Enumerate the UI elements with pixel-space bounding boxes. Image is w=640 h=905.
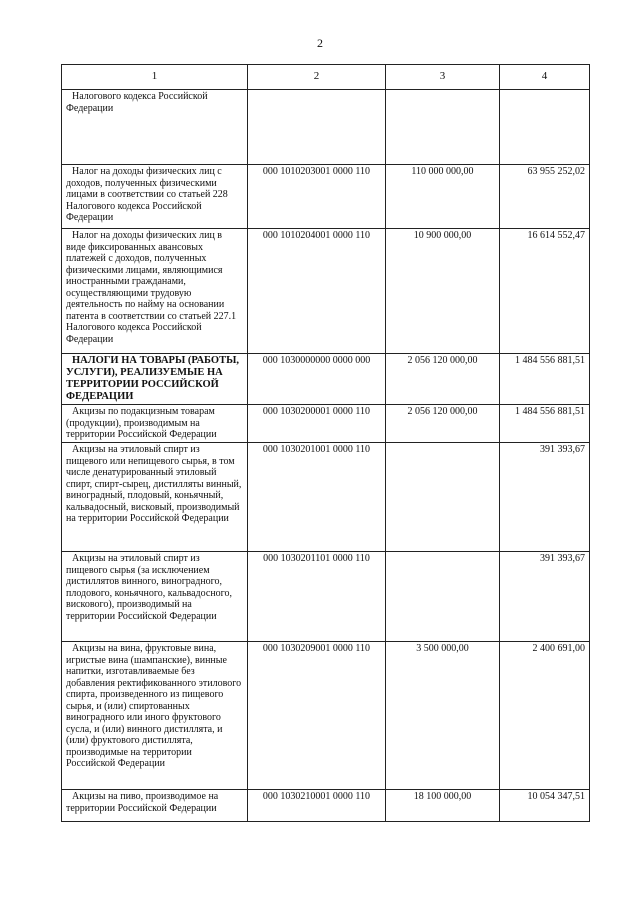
row-name: Налогового кодекса Российской Федерации (66, 91, 208, 114)
row-plan: 10 900 000,00 (386, 229, 500, 354)
table-row (62, 552, 590, 642)
row-name: НАЛОГИ НА ТОВАРЫ (РАБОТЫ, УСЛУГИ), РЕАЛИЗУЕМЫЕ НА ТЕРРИТОРИИ РОССИЙСКОЙ ФЕДЕРАЦИИ (66, 355, 240, 402)
row-plan: 3 500 000,00 (386, 642, 500, 790)
row-name: Налог на доходы физических лиц с доходов, полученных физическими лицами в соответствии со статьей 228 Налогового кодекса Российской Федерации (66, 166, 228, 223)
row-code: 000 1030209001 0000 110 (248, 642, 386, 790)
row-fact: 2 400 691,00 (500, 642, 590, 790)
row-plan: 110 000 000,00 (386, 165, 500, 229)
row-name: Акцизы на этиловый спирт из пищевого или непищевого сырья, в том числе денатурированный этиловый спирт, спирт-сырец, дистилляты винный, виноградный, плодовый, коньячный, кальвадосный, висковый, производимый на территории Российской Федерации (66, 444, 242, 524)
column-header-2: 2 (248, 65, 386, 90)
row-name-cell (62, 229, 248, 354)
row-plan: 2 056 120 000,00 (386, 354, 500, 405)
row-fact: 391 393,67 (500, 443, 590, 552)
table-row (62, 229, 590, 354)
table-row (62, 790, 590, 822)
row-code (248, 90, 386, 165)
row-name: Акцизы на вина, фруктовые вина, игристые вина (шампанские), винные напитки, изготавливаемые без добавления ректификованного этилового спирта, произведенного из пищевого сырья, и (или) спиртованных виноградного или иного фруктового сусла, и (или) винного дистиллята, и (или) фруктового дистиллята, производимые на территории Российской Федерации (66, 643, 242, 769)
row-name-cell (62, 90, 248, 165)
row-code: 000 1030201001 0000 110 (248, 443, 386, 552)
row-plan: 18 100 000,00 (386, 790, 500, 822)
row-fact (500, 90, 590, 165)
table-body (62, 90, 590, 822)
column-header-1: 1 (62, 65, 248, 90)
table-row (62, 642, 590, 790)
column-header-4: 4 (500, 65, 590, 90)
row-code: 000 1030200001 0000 110 (248, 405, 386, 443)
row-name: Налог на доходы физических лиц в виде фиксированных авансовых платежей с доходов, полученных физическими лицами, являющимися иностранными гражданами, осуществляющими трудовую деятельность по найму на основании патента в соответствии со статьей 227.1 Налогового кодекса Российской Федерации (66, 230, 237, 345)
table-header-row (62, 65, 590, 90)
table-row (62, 443, 590, 552)
page-number: 2 (317, 36, 323, 50)
row-code: 000 1030210001 0000 110 (248, 790, 386, 822)
row-plan (386, 552, 500, 642)
row-name-cell (62, 165, 248, 229)
row-name-cell (62, 354, 248, 405)
row-name-cell (62, 790, 248, 822)
table-row (62, 405, 590, 443)
row-name: Акцизы на пиво, производимое на территории Российской Федерации (66, 791, 219, 814)
row-fact: 63 955 252,02 (500, 165, 590, 229)
table-row (62, 90, 590, 165)
row-name-cell (62, 642, 248, 790)
row-plan (386, 443, 500, 552)
revenue-table (61, 64, 590, 822)
row-name: Акцизы по подакцизным товарам (продукции), производимым на территории Российской Федерации (66, 406, 217, 440)
table-row (62, 354, 590, 405)
row-name: Акцизы на этиловый спирт из пищевого сырья (за исключением дистиллятов винного, виноградного, плодового, коньячного, кальвадосного, вискового), производимый на территории Российской Федерации (66, 553, 233, 622)
row-code: 000 1010203001 0000 110 (248, 165, 386, 229)
row-plan (386, 90, 500, 165)
row-fact: 391 393,67 (500, 552, 590, 642)
column-header-3: 3 (386, 65, 500, 90)
row-code: 000 1010204001 0000 110 (248, 229, 386, 354)
row-fact: 16 614 552,47 (500, 229, 590, 354)
row-code: 000 1030000000 0000 000 (248, 354, 386, 405)
row-name-cell (62, 405, 248, 443)
row-plan: 2 056 120 000,00 (386, 405, 500, 443)
table-row (62, 165, 590, 229)
row-fact: 10 054 347,51 (500, 790, 590, 822)
row-name-cell (62, 443, 248, 552)
row-code: 000 1030201101 0000 110 (248, 552, 386, 642)
row-fact: 1 484 556 881,51 (500, 354, 590, 405)
row-fact: 1 484 556 881,51 (500, 405, 590, 443)
row-name-cell (62, 552, 248, 642)
